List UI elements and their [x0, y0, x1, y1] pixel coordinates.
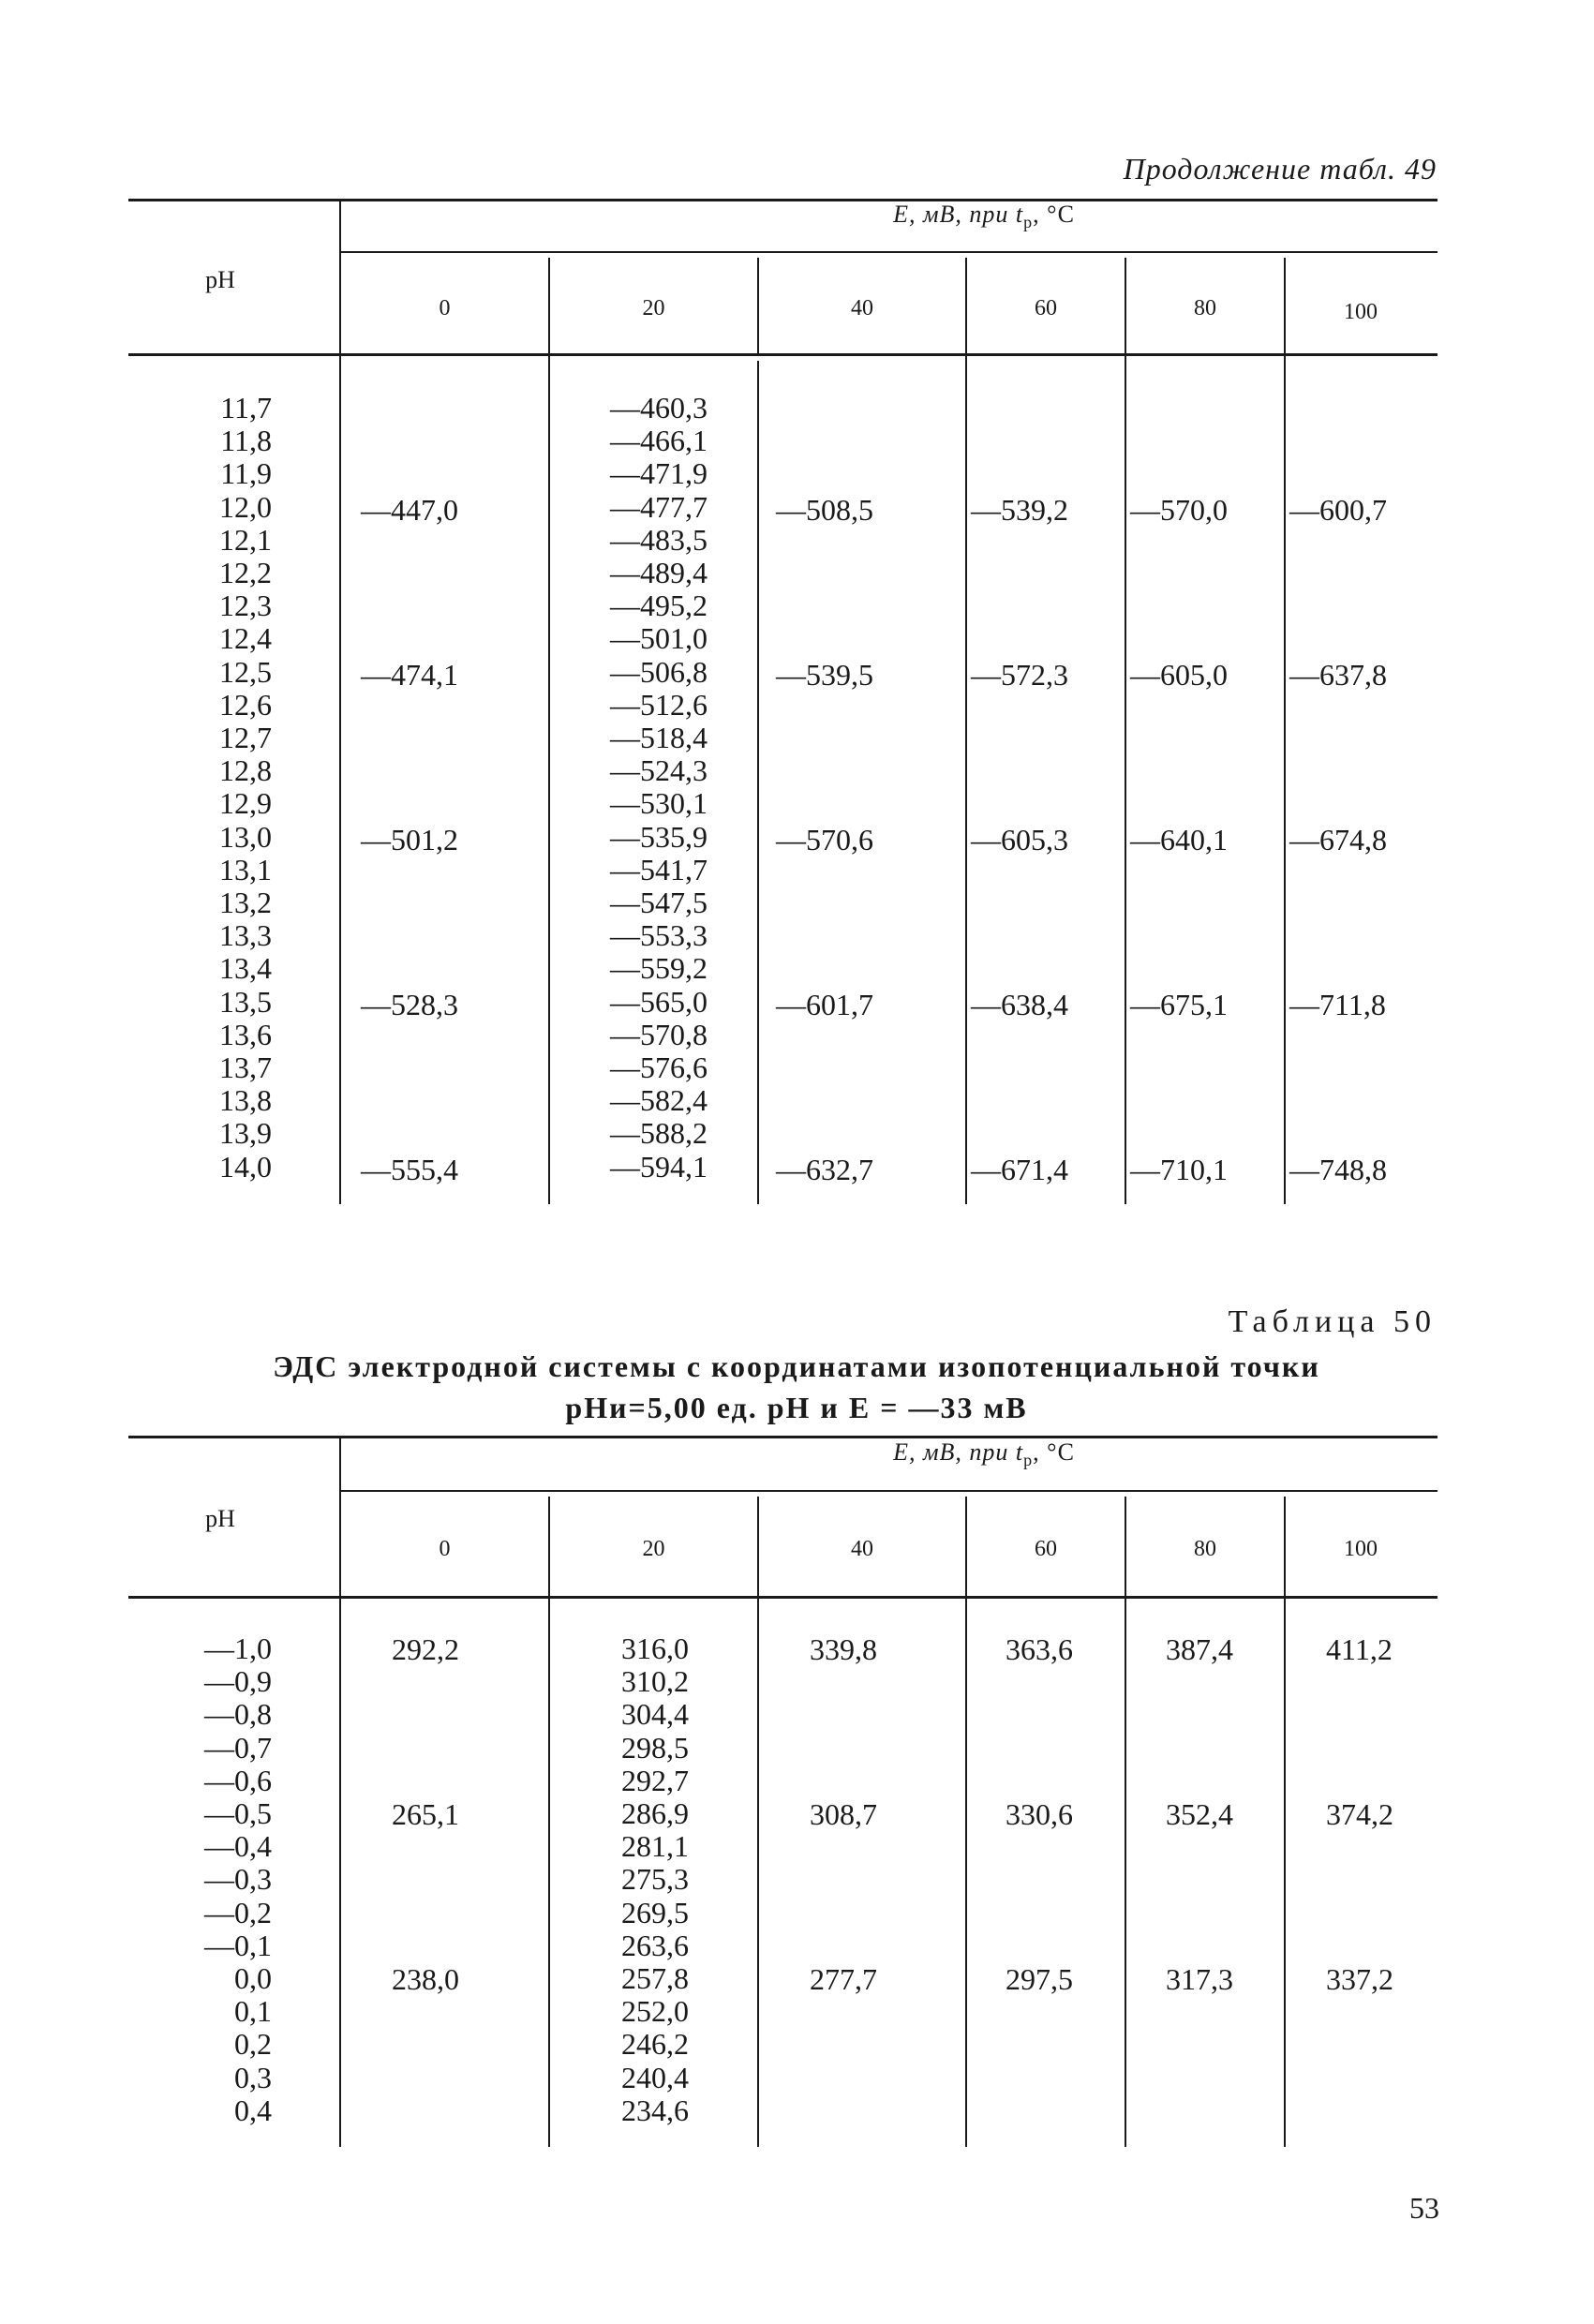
- t40-cell: —508,5: [776, 493, 873, 527]
- header-bottom-rule: [128, 353, 1438, 356]
- temp-header-60: 60: [1035, 1537, 1057, 1561]
- ph-value: 11,9: [220, 456, 272, 491]
- page-number: 53: [1409, 2191, 1439, 2225]
- ph-value: —0,1: [204, 1928, 272, 1962]
- ph-value: —0,3: [204, 1862, 272, 1897]
- t20-value: 269,5: [621, 1895, 689, 1929]
- t20-value: —570,8: [610, 1017, 708, 1051]
- span-unit: , °C: [1033, 1438, 1075, 1466]
- t20-value: —483,5: [610, 522, 708, 557]
- temp-header-60: 60: [1035, 296, 1057, 320]
- t0-cell: —555,4: [361, 1153, 458, 1186]
- t80-cell: 352,4: [1166, 1797, 1233, 1831]
- t100-cell: 374,2: [1326, 1797, 1393, 1831]
- span-label: E, мВ, при t: [893, 1438, 1024, 1466]
- t60-cell: —539,2: [971, 493, 1068, 527]
- column-divider: [965, 1599, 967, 2147]
- column-divider: [965, 356, 967, 1204]
- t20-column: [553, 1632, 689, 2127]
- ph-value: 13,7: [219, 1050, 272, 1085]
- ph-value: 12,7: [219, 721, 272, 755]
- t20-value: 240,4: [621, 2060, 689, 2094]
- t20-value: —489,4: [610, 556, 708, 590]
- t100-cell: —711,8: [1289, 988, 1386, 1021]
- ph-value: —0,7: [204, 1730, 272, 1765]
- t20-value: —565,0: [610, 984, 708, 1019]
- t0-cell: —501,2: [361, 823, 458, 857]
- t60-cell: —638,4: [971, 988, 1068, 1021]
- ph-value: 13,2: [219, 886, 272, 920]
- temp-header-40: 40: [851, 1537, 873, 1561]
- t20-value: —576,6: [610, 1050, 708, 1085]
- t20-value: 316,0: [621, 1631, 689, 1665]
- temp-header-0: 0: [439, 1537, 451, 1561]
- span-unit: , °C: [1033, 201, 1075, 228]
- column-divider: [548, 356, 550, 1204]
- table-continuation-label: Продолжение табл. 49: [1123, 152, 1437, 186]
- t0-cell: —447,0: [361, 493, 458, 527]
- t20-value: —477,7: [610, 489, 708, 524]
- ph-value: 0,2: [234, 2027, 272, 2062]
- header-divider: [339, 1438, 341, 1596]
- t60-cell: 297,5: [1006, 1962, 1073, 1996]
- t0-cell: 265,1: [392, 1797, 459, 1831]
- temperature-span-header: [656, 201, 1312, 232]
- t20-value: 304,4: [621, 1697, 689, 1732]
- ph-value: 13,1: [219, 852, 272, 886]
- table-title-line-1: ЭДС электродной системы с координатами изопотенциальной точки: [273, 1349, 1320, 1383]
- column-divider: [757, 1599, 759, 2147]
- ph-value: —0,2: [204, 1895, 272, 1929]
- ph-value: 12,5: [219, 654, 272, 689]
- t40-cell: —539,5: [776, 658, 873, 692]
- t0-cell: 238,0: [392, 1962, 459, 1996]
- ph-value: 12,6: [219, 687, 272, 722]
- t20-value: 298,5: [621, 1730, 689, 1765]
- t60-cell: —572,3: [971, 658, 1068, 692]
- temp-header-40: 40: [851, 296, 873, 320]
- ph-value: 0,1: [234, 1994, 272, 2029]
- ph-value: 13,3: [219, 918, 272, 953]
- ph-value: 11,7: [220, 391, 272, 425]
- t20-value: —582,4: [610, 1083, 708, 1118]
- t60-cell: —671,4: [971, 1153, 1068, 1186]
- ph-value: 13,5: [219, 984, 272, 1019]
- ph-value: —0,5: [204, 1796, 272, 1831]
- header-span-rule: [341, 1490, 1438, 1492]
- column-divider: [1125, 356, 1126, 1204]
- ph-value: 12,8: [219, 753, 272, 788]
- t20-value: 281,1: [621, 1829, 689, 1864]
- column-divider: [1284, 1599, 1286, 2147]
- t80-cell: 317,3: [1166, 1962, 1233, 1996]
- temp-header-80: 80: [1194, 1537, 1216, 1561]
- ph-value: 13,0: [219, 819, 272, 854]
- t20-value: —495,2: [610, 588, 708, 623]
- t20-value: —518,4: [610, 721, 708, 755]
- t80-cell: —640,1: [1130, 823, 1228, 857]
- temp-header-100: 100: [1344, 300, 1378, 324]
- t100-cell: —674,8: [1289, 823, 1387, 857]
- t40-cell: 308,7: [810, 1797, 877, 1831]
- t20-value: 263,6: [621, 1928, 689, 1962]
- t80-cell: 387,4: [1166, 1632, 1233, 1666]
- t100-cell: —637,8: [1289, 658, 1387, 692]
- ph-value: 0,0: [234, 1961, 272, 1996]
- t20-value: —553,3: [610, 918, 708, 953]
- t20-value: —466,1: [610, 424, 708, 458]
- t20-value: —524,3: [610, 753, 708, 788]
- t40-cell: —601,7: [776, 988, 873, 1021]
- ph-value: 14,0: [219, 1149, 272, 1184]
- column-divider: [1284, 356, 1286, 1204]
- ph-value: —0,9: [204, 1664, 272, 1699]
- t20-value: 292,7: [621, 1763, 689, 1797]
- ph-value: —1,0: [204, 1631, 272, 1665]
- ph-value: 13,4: [219, 951, 272, 986]
- temp-header-0: 0: [439, 296, 451, 320]
- ph-header: pH: [205, 1505, 235, 1532]
- t20-value: —460,3: [610, 391, 708, 425]
- header-span-rule: [341, 251, 1438, 253]
- ph-value: 0,4: [234, 2093, 272, 2127]
- t0-cell: —528,3: [361, 988, 458, 1021]
- t20-value: —501,0: [610, 621, 708, 656]
- ph-value: 12,4: [219, 621, 272, 656]
- t100-cell: 337,2: [1326, 1962, 1393, 1996]
- span-subscript: р: [1023, 1451, 1034, 1470]
- t20-value: —471,9: [610, 456, 708, 491]
- ph-value: 0,3: [234, 2060, 272, 2094]
- ph-value: 13,8: [219, 1083, 272, 1118]
- column-divider: [339, 356, 341, 1204]
- temp-header-20: 20: [642, 296, 665, 320]
- ph-value: 12,9: [219, 786, 272, 821]
- span-subscript: р: [1023, 213, 1034, 232]
- ph-header: pH: [205, 266, 235, 293]
- t60-cell: 330,6: [1006, 1797, 1073, 1831]
- temp-header-80: 80: [1194, 296, 1216, 320]
- temp-header-100: 100: [1344, 1537, 1378, 1561]
- t60-cell: 363,6: [1006, 1632, 1073, 1666]
- column-divider: [757, 361, 759, 1204]
- t20-value: 286,9: [621, 1796, 689, 1831]
- ph-value: —0,4: [204, 1829, 272, 1864]
- t20-value: 246,2: [621, 2027, 689, 2062]
- t40-cell: —570,6: [776, 823, 873, 857]
- ph-column: [141, 392, 272, 1184]
- temp-header-20: 20: [642, 1537, 665, 1561]
- ph-value: 12,2: [219, 556, 272, 590]
- t80-cell: —710,1: [1130, 1153, 1228, 1186]
- t0-cell: 292,2: [392, 1632, 459, 1666]
- column-divider: [1125, 1599, 1126, 2147]
- t40-cell: 339,8: [810, 1632, 877, 1666]
- t20-value: 275,3: [621, 1862, 689, 1897]
- t20-value: 257,8: [621, 1961, 689, 1996]
- t60-cell: —605,3: [971, 823, 1068, 857]
- t80-cell: —605,0: [1130, 658, 1228, 692]
- t40-cell: 277,7: [810, 1962, 877, 1996]
- ph-value: 12,0: [219, 489, 272, 524]
- ph-value: 13,6: [219, 1017, 272, 1051]
- column-divider: [548, 1599, 550, 2147]
- t20-column: [553, 392, 708, 1184]
- ph-value: 13,9: [219, 1116, 272, 1151]
- t100-cell: 411,2: [1326, 1632, 1393, 1666]
- t100-cell: —600,7: [1289, 493, 1387, 527]
- t20-value: —594,1: [610, 1149, 708, 1184]
- t20-value: —535,9: [610, 819, 708, 854]
- t20-value: —512,6: [610, 687, 708, 722]
- ph-value: 12,1: [219, 522, 272, 557]
- t20-value: —506,8: [610, 654, 708, 689]
- column-divider: [339, 1599, 341, 2147]
- header-bottom-rule: [128, 1596, 1438, 1599]
- temperature-span-header: [656, 1438, 1312, 1470]
- t80-cell: —675,1: [1130, 988, 1228, 1021]
- t20-value: —559,2: [610, 951, 708, 986]
- ph-value: 12,3: [219, 588, 272, 623]
- t20-value: 252,0: [621, 1994, 689, 2029]
- header-divider: [339, 201, 341, 353]
- ph-value: —0,8: [204, 1697, 272, 1732]
- table-title-line-2: pHи=5,00 ед. pH и E = —33 мВ: [565, 1391, 1028, 1424]
- t40-cell: —632,7: [776, 1153, 873, 1186]
- ph-value: 11,8: [220, 424, 272, 458]
- t0-cell: —474,1: [361, 658, 458, 692]
- t20-value: —588,2: [610, 1116, 708, 1151]
- ph-value: —0,6: [204, 1763, 272, 1797]
- span-label: E, мВ, при t: [893, 201, 1024, 228]
- t20-value: —547,5: [610, 886, 708, 920]
- t20-value: —530,1: [610, 786, 708, 821]
- t20-value: —541,7: [610, 852, 708, 886]
- t100-cell: —748,8: [1289, 1153, 1387, 1186]
- table-number: Таблица 50: [1228, 1304, 1437, 1339]
- t80-cell: —570,0: [1130, 493, 1228, 527]
- t20-value: 234,6: [621, 2093, 689, 2127]
- t20-value: 310,2: [621, 1664, 689, 1699]
- ph-column: [141, 1632, 272, 2127]
